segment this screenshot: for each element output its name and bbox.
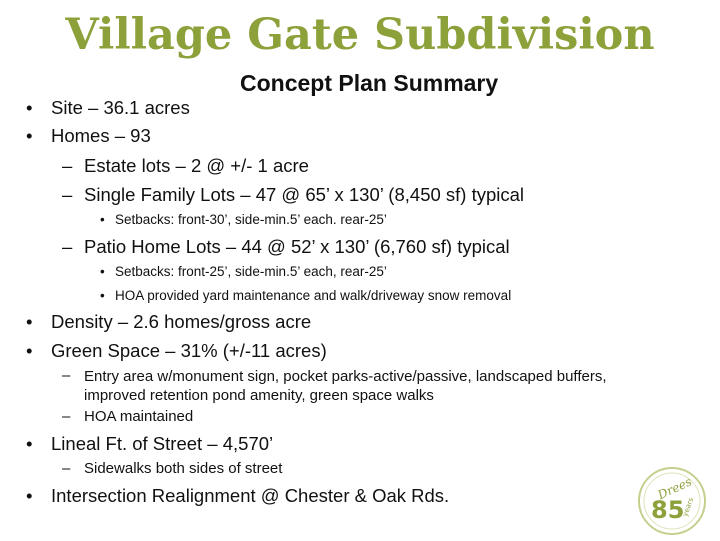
- dash-marker: –: [62, 155, 73, 176]
- sub-estate-lots: Estate lots – 2 @ +/- 1 acre: [84, 155, 309, 176]
- logo-number-text: 85: [651, 496, 685, 524]
- sub-sub-setbacks-single-family: Setbacks: front-30’, side-min.5’ each. rear-25’: [115, 212, 387, 227]
- bullet-homes: Homes – 93: [51, 125, 151, 146]
- bullet-marker: •: [26, 485, 33, 506]
- sub-sub-hoa-maintenance: HOA provided yard maintenance and walk/driveway snow removal: [115, 288, 512, 303]
- logo-brand-text: Drees: [655, 474, 694, 503]
- dash-marker: –: [62, 460, 71, 477]
- slide-title: Village Gate Subdivision: [65, 10, 655, 60]
- bullet-marker: •: [26, 97, 33, 118]
- logo-graphic: [637, 466, 707, 536]
- bullet-density: Density – 2.6 homes/gross acre: [51, 311, 312, 332]
- sub-hoa-maintained: HOA maintained: [84, 408, 194, 425]
- bullet-marker: •: [26, 340, 33, 361]
- bullet-marker: •: [100, 264, 105, 279]
- bullet-intersection-realignment: Intersection Realignment @ Chester & Oak Rds.: [51, 485, 450, 506]
- sub-entry-area: Entry area w/monument sign, pocket parks-active/passive, landscaped buffers, improved retention pond amenity, green space walks: [84, 368, 607, 404]
- bullet-green-space: Green Space – 31% (+/-11 acres): [51, 340, 327, 361]
- sub-single-family-lots: Single Family Lots – 47 @ 65’ x 130’ (8,450 sf) typical: [84, 184, 525, 205]
- bullet-marker: •: [100, 212, 105, 227]
- dash-marker: –: [62, 367, 71, 384]
- bullet-site: Site – 36.1 acres: [51, 97, 190, 118]
- dash-marker: –: [62, 408, 71, 425]
- bullet-marker: •: [26, 125, 33, 146]
- drees-85-years-logo: [637, 466, 707, 536]
- bullet-marker: •: [26, 311, 33, 332]
- sub-sub-setbacks-patio: Setbacks: front-25’, side-min.5’ each, rear-25’: [115, 264, 387, 279]
- bullet-marker: •: [100, 288, 105, 303]
- bullet-marker: •: [26, 433, 33, 454]
- sub-sidewalks: Sidewalks both sides of street: [84, 460, 283, 477]
- sub-patio-home-lots: Patio Home Lots – 44 @ 52’ x 130’ (6,760 sf) typical: [84, 236, 510, 257]
- dash-marker: –: [62, 184, 73, 205]
- dash-marker: –: [62, 236, 73, 257]
- logo-years-text: years: [681, 496, 696, 518]
- slide-subtitle: Concept Plan Summary: [240, 70, 499, 96]
- bullet-lineal-ft-street: Lineal Ft. of Street – 4,570’: [51, 433, 274, 454]
